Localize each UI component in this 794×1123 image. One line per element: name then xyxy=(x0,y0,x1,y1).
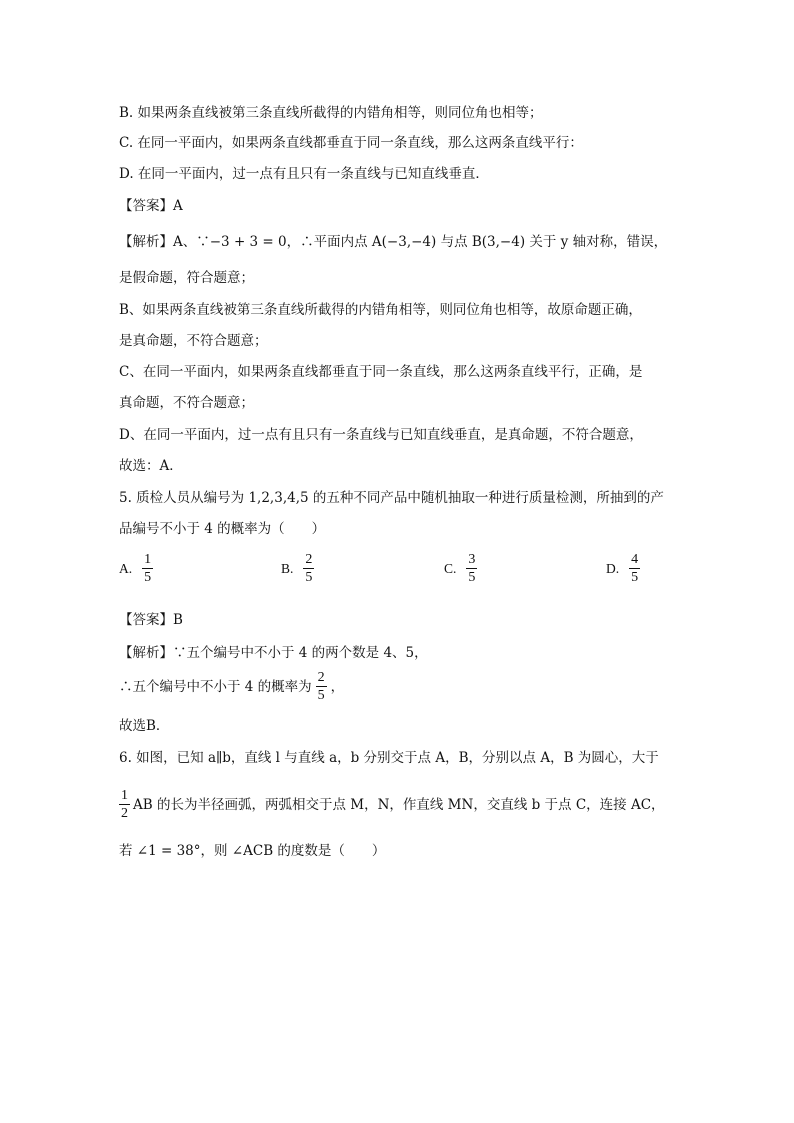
q4-conclusion: 故选：A． xyxy=(119,458,183,474)
q6-stem-line2 xyxy=(119,788,665,821)
q5-option-a xyxy=(119,552,153,585)
option-label: A. xyxy=(119,560,133,576)
q4-option-d: D. 在同一平面内，过一点有且只有一条直线与已知直线垂直． xyxy=(119,166,489,182)
option-fraction xyxy=(629,552,640,585)
q4-analysis-d: D、在同一平面内，过一点有且只有一条直线与已知直线垂直，是真命题，不符合题意， xyxy=(119,427,643,443)
fraction-denominator: 5 xyxy=(144,570,152,585)
fraction-numerator: 2 xyxy=(305,552,313,567)
fraction-denominator: 5 xyxy=(468,570,476,585)
q4-analysis-c-line1: C、在同一平面内，如果两条直线都垂直于同一条直线，那么这两条直线平行，正确，是 xyxy=(119,364,643,380)
q5-stem-line1: 5. 质检人员从编号为 1,2,3,4,5 的五种不同产品中随机抽取一种进行质量检测，所抽到的产 xyxy=(119,490,664,506)
fraction-numerator: 4 xyxy=(631,552,639,567)
fraction-numerator: 2 xyxy=(317,670,325,685)
option-label: C. xyxy=(444,560,457,576)
fraction-denominator: 5 xyxy=(631,570,639,585)
q4-option-b: B. 如果两条直线被第三条直线所截得的内错角相等，则同位角也相等； xyxy=(119,105,543,121)
q4-analysis-b-line1: B、如果两条直线被第三条直线所截得的内错角相等，则同位角也相等，故原命题正确， xyxy=(119,302,642,318)
q4-answer: 【答案】A xyxy=(119,198,183,214)
q4-analysis-b-line2: 是真命题，不符合题意； xyxy=(119,333,268,349)
q5-option-c xyxy=(444,552,477,585)
q4-option-c: C. 在同一平面内，如果两条直线都垂直于同一条直线，那么这两条直线平行： xyxy=(119,135,583,151)
fraction-denominator: 2 xyxy=(121,806,128,821)
q6-stem-line1: 6. 如图，已知 a∥b，直线 l 与直线 a，b 分别交于点 A，B，分别以点 A，B 为圆心，大于 xyxy=(119,750,659,766)
q6-stem-line3: 若 ∠1 = 38°，则 ∠ACB 的度数是（ ） xyxy=(119,843,386,859)
option-fraction xyxy=(303,552,314,585)
analysis-text: ∴五个编号中不小于 4 的概率为 xyxy=(119,678,312,695)
option-fraction xyxy=(142,552,153,585)
q5-answer: 【答案】B xyxy=(119,612,183,628)
q5-analysis-line1: 【解析】∵五个编号中不小于 4 的两个数是 4、5， xyxy=(119,645,428,661)
fraction-numerator: 1 xyxy=(121,788,128,803)
q6-fraction xyxy=(119,788,130,821)
analysis-fraction xyxy=(316,670,327,703)
q4-analysis-c-line2: 真命题，不符合题意； xyxy=(119,395,254,411)
fraction-denominator: 5 xyxy=(317,688,325,703)
q5-option-b xyxy=(281,552,314,585)
analysis-text-end: ， xyxy=(330,678,345,695)
q5-stem-line2: 品编号不小于 4 的概率为（ ） xyxy=(119,521,326,537)
fraction-denominator: 5 xyxy=(305,570,313,585)
q5-conclusion: 故选B． xyxy=(119,718,170,734)
option-label: D. xyxy=(606,560,620,576)
option-label: B. xyxy=(281,560,294,576)
fraction-numerator: 1 xyxy=(144,552,152,567)
q6-stem-text: AB 的长为半径画弧，两弧相交于点 M，N，作直线 MN，交直线 b 于点 C，连接 AC， xyxy=(133,796,665,813)
q5-analysis-line2 xyxy=(119,670,344,703)
q5-option-d xyxy=(606,552,640,585)
q4-analysis-a-line1: 【解析】A、∵−3 + 3 = 0，∴平面内点 A(−3,−4) 与点 B(3,−4) 关于 y 轴对称，错误， xyxy=(119,234,668,250)
fraction-numerator: 3 xyxy=(468,552,476,567)
option-fraction xyxy=(466,552,477,585)
q4-analysis-a-line2: 是假命题，符合题意； xyxy=(119,270,254,286)
